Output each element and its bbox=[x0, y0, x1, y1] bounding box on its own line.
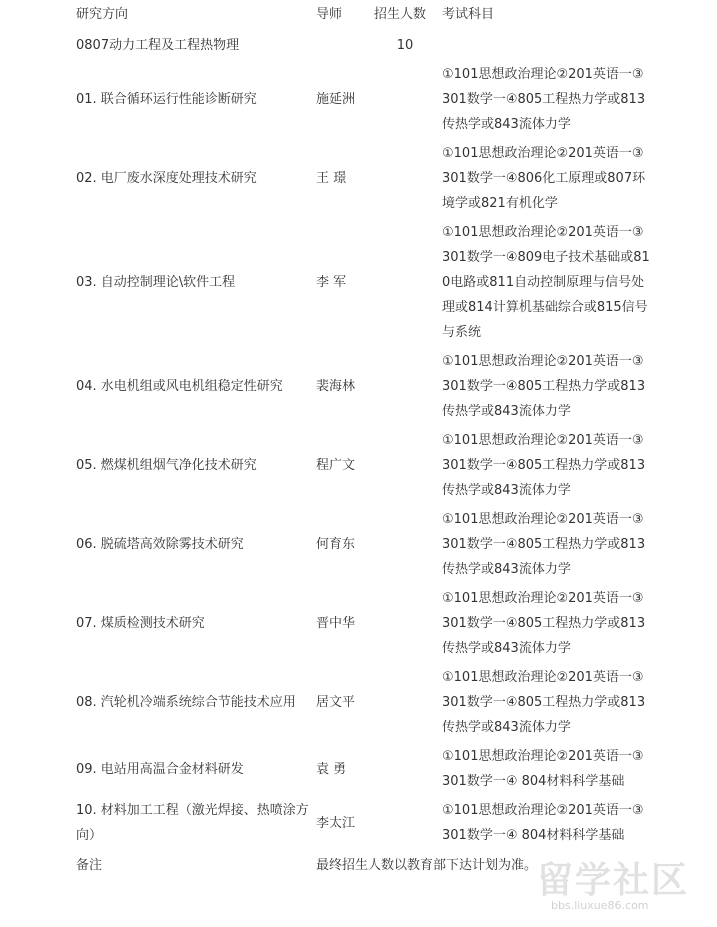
row-direction: 10. 材料加工工程（激光焊接、热喷涂方向） bbox=[76, 803, 309, 843]
row-tutor: 李 军 bbox=[316, 275, 347, 290]
table-row bbox=[70, 796, 650, 850]
row-enrollment-empty bbox=[368, 347, 436, 426]
row-exam: ①101思想政治理论②201英语一③301数学一④809电子技术基础或810电路或811自动控制原理与信号处理或814计算机基础综合或815信号与系统 bbox=[442, 225, 650, 340]
table-row bbox=[70, 139, 650, 218]
row-tutor: 晋中华 bbox=[316, 616, 356, 631]
major-tutor-empty bbox=[310, 30, 368, 60]
row-direction: 02. 电厂废水深度处理技术研究 bbox=[76, 171, 257, 186]
row-enrollment-empty bbox=[368, 60, 436, 139]
row-tutor: 王 璟 bbox=[316, 171, 347, 186]
row-exam: ①101思想政治理论②201英语一③301数学一④805工程热力学或813传热学或843流体力学 bbox=[442, 67, 646, 132]
row-tutor: 李太江 bbox=[316, 815, 356, 831]
major-exam-empty bbox=[436, 30, 650, 60]
row-direction: 07. 煤质检测技术研究 bbox=[76, 616, 205, 631]
note-text: 最终招生人数以教育部下达计划为准。 bbox=[316, 857, 538, 873]
table-body bbox=[70, 0, 650, 880]
table-row bbox=[70, 426, 650, 505]
row-direction: 05. 燃煤机组烟气净化技术研究 bbox=[76, 458, 257, 473]
header-direction: 研究方向 bbox=[76, 7, 129, 22]
header-exam: 考试科目 bbox=[442, 7, 495, 22]
table-row bbox=[70, 742, 650, 796]
row-exam: ①101思想政治理论②201英语一③301数学一④ 804材料科学基础 bbox=[442, 749, 644, 789]
row-direction: 04. 水电机组或风电机组稳定性研究 bbox=[76, 379, 283, 394]
header-tutor: 导师 bbox=[316, 7, 343, 22]
row-exam: ①101思想政治理论②201英语一③301数学一④805工程热力学或813传热学或843流体力学 bbox=[442, 354, 646, 419]
row-tutor: 施延洲 bbox=[316, 92, 356, 107]
row-enrollment-empty bbox=[368, 796, 436, 850]
watermark-url: bbs.liuxue86.com bbox=[551, 899, 649, 912]
watermark-text: 留学社区 bbox=[537, 860, 690, 901]
row-direction: 08. 汽轮机冷端系统综合节能技术应用 bbox=[76, 695, 296, 710]
row-exam: ①101思想政治理论②201英语一③301数学一④805工程热力学或813传热学或843流体力学 bbox=[442, 670, 646, 735]
row-tutor: 居文平 bbox=[316, 695, 356, 710]
major-row bbox=[70, 30, 650, 60]
row-enrollment-empty bbox=[368, 139, 436, 218]
row-direction: 03. 自动控制理论\软件工程 bbox=[76, 275, 236, 290]
row-enrollment-empty bbox=[368, 584, 436, 663]
table-row bbox=[70, 584, 650, 663]
row-direction: 06. 脱硫塔高效除雾技术研究 bbox=[76, 537, 244, 552]
row-exam: ①101思想政治理论②201英语一③301数学一④806化工原理或807环境学或821有机化学 bbox=[442, 146, 646, 211]
table-row bbox=[70, 60, 650, 139]
header-enrollment: 招生人数 bbox=[374, 7, 427, 22]
row-exam: ①101思想政治理论②201英语一③301数学一④805工程热力学或813传热学或843流体力学 bbox=[442, 591, 646, 656]
row-enrollment-empty bbox=[368, 505, 436, 584]
row-enrollment-empty bbox=[368, 742, 436, 796]
row-enrollment-empty bbox=[368, 663, 436, 742]
row-direction: 09. 电站用高温合金材料研发 bbox=[76, 761, 244, 777]
table-row bbox=[70, 347, 650, 426]
row-enrollment-empty bbox=[368, 218, 436, 347]
note-row bbox=[70, 850, 650, 880]
row-exam: ①101思想政治理论②201英语一③301数学一④805工程热力学或813传热学或843流体力学 bbox=[442, 512, 646, 577]
major-name: 0807动力工程及工程热物理 bbox=[76, 37, 240, 53]
row-tutor: 程广文 bbox=[316, 458, 356, 473]
row-direction: 01. 联合循环运行性能诊断研究 bbox=[76, 92, 257, 107]
table-row bbox=[70, 505, 650, 584]
table-row bbox=[70, 218, 650, 347]
major-enrollment: 10 bbox=[396, 37, 414, 53]
row-tutor: 何育东 bbox=[316, 537, 356, 552]
row-tutor: 袁 勇 bbox=[316, 761, 347, 777]
row-tutor: 裴海林 bbox=[316, 379, 356, 394]
table-row bbox=[70, 663, 650, 742]
row-enrollment-empty bbox=[368, 426, 436, 505]
row-exam: ①101思想政治理论②201英语一③301数学一④805工程热力学或813传热学或843流体力学 bbox=[442, 433, 646, 498]
row-exam: ①101思想政治理论②201英语一③301数学一④ 804材料科学基础 bbox=[442, 803, 644, 843]
table-header-row bbox=[70, 0, 650, 30]
note-label: 备注 bbox=[76, 857, 103, 873]
admissions-table bbox=[70, 0, 650, 880]
